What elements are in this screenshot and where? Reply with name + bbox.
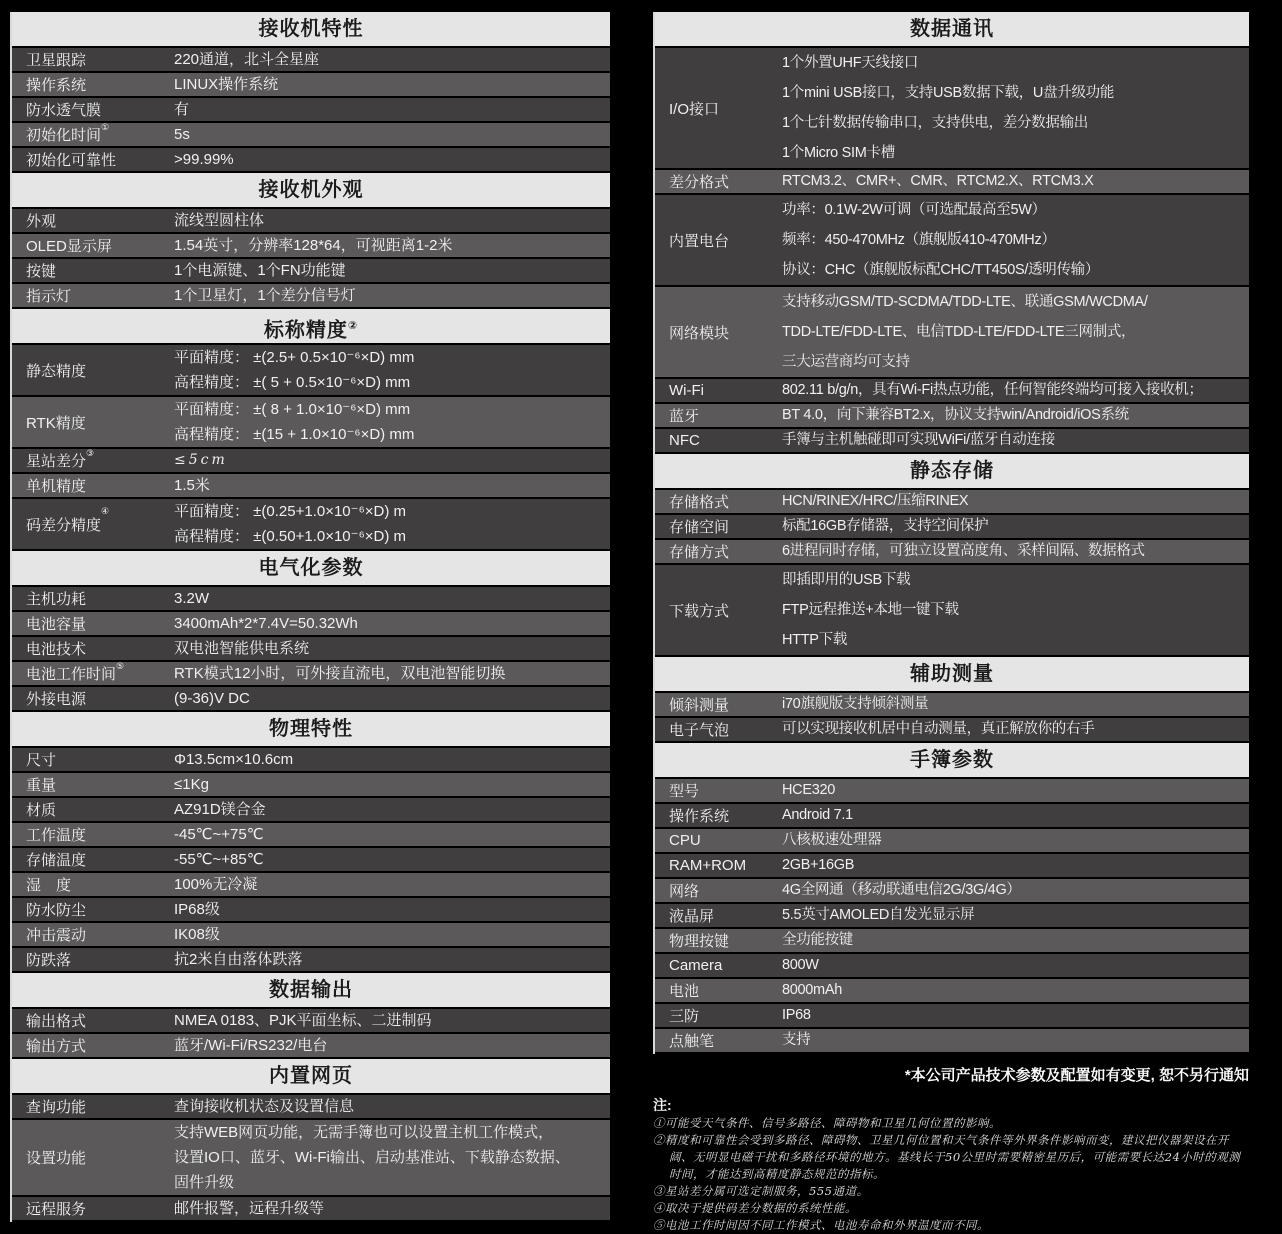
value-line: 固件升级 [174, 1174, 235, 1191]
spec-row [12, 848, 610, 873]
spec-row [655, 404, 1249, 429]
section-title: 物理特性 [269, 718, 353, 740]
value-line: BT 4.0，向下兼容BT2.x，协议支持win/Android/iOS系统 [782, 407, 1129, 423]
row-label: 冲击震动 [26, 927, 87, 944]
value-line: 查询接收机状态及设置信息 [174, 1098, 355, 1115]
row-label: 存储方式 [669, 544, 730, 561]
row-value [782, 779, 1249, 802]
row-value [174, 1120, 610, 1195]
spec-row [12, 798, 610, 823]
note-ref: ① [101, 122, 110, 132]
section-header [12, 551, 610, 587]
section-title: 内置网页 [269, 1065, 353, 1087]
row-value [174, 1009, 610, 1032]
spec-row [655, 195, 1249, 287]
row-value [782, 804, 1249, 827]
value-line: IP68级 [174, 901, 220, 918]
value-line: 平面精度： ±(2.5+ 0.5×10⁻⁶×D) mm [174, 349, 415, 366]
row-label: 电池容量 [26, 616, 87, 633]
row-value [174, 798, 610, 821]
spec-row [655, 929, 1249, 954]
section-title: 数据通讯 [910, 18, 994, 40]
value-line: 6进程同时存储，可独立设置高度角、采样间隔、数据格式 [782, 543, 1145, 559]
spec-row [12, 48, 610, 73]
row-value [174, 1197, 610, 1220]
row-value [174, 148, 610, 171]
value-line: 1个卫星灯，1个差分信号灯 [174, 287, 356, 304]
section-title: 静态存储 [910, 460, 994, 482]
spec-row [12, 1095, 610, 1120]
row-value [174, 499, 610, 549]
section-title: 手簿参数 [910, 749, 994, 771]
row-value [174, 637, 610, 660]
value-line: 蓝牙/Wi-Fi/RS232/电台 [174, 1037, 328, 1054]
row-value [782, 48, 1249, 168]
value-line: 标配16GB存储器，支持空间保护 [782, 518, 989, 534]
row-value [782, 490, 1249, 513]
row-value [174, 73, 610, 96]
section-title: 接收机特性 [258, 18, 364, 40]
spec-row [655, 854, 1249, 879]
spec-row [12, 1034, 610, 1059]
spec-row [12, 748, 610, 773]
spec-row [655, 879, 1249, 904]
spec-row [12, 148, 610, 173]
row-label: 查询功能 [26, 1099, 87, 1116]
row-value [174, 587, 610, 610]
row-label: 存储温度 [26, 852, 87, 869]
value-line: IP68 [782, 1007, 811, 1023]
value-line: Φ13.5cm×10.6cm [174, 751, 294, 768]
row-label: 防水防尘 [26, 902, 87, 919]
row-label: 倾斜测量 [669, 697, 730, 714]
value-line: ≤1Kg [174, 776, 209, 793]
value-line: 1.54英寸，分辨率128*64，可视距离1-2米 [174, 237, 453, 254]
section-title: 电气化参数 [258, 557, 364, 579]
note-ref: ② [347, 320, 359, 332]
note-line: ⑤电池工作时间因不同工作模式、电池寿命和外界温度而不同。 [653, 1218, 989, 1232]
value-line: 支持WEB网页功能，无需手簿也可以设置主机工作模式， [174, 1124, 554, 1141]
row-label: 单机精度 [26, 478, 87, 495]
value-line: HCN/RINEX/HRC/压缩RINEX [782, 493, 969, 509]
value-line: 8000mAh [782, 982, 842, 998]
value-line: 220通道，北斗全星座 [174, 51, 320, 68]
row-label: 输出格式 [26, 1013, 87, 1030]
section-title: 接收机外观 [258, 179, 364, 201]
row-label: 尺寸 [26, 752, 57, 769]
row-value [174, 873, 610, 896]
spec-row [12, 449, 610, 474]
row-label: RAM+ROM [669, 857, 747, 874]
spec-row [12, 898, 610, 923]
spec-row [12, 637, 610, 662]
spec-row [12, 773, 610, 798]
note-line: ①可能受天气条件、信号多路径、障碍物和卫星几何位置的影响。 [653, 1116, 1001, 1130]
value-line: 三大运营商均可支持 [782, 354, 910, 370]
value-line: 平面精度： ±( 8 + 1.0×10⁻⁶×D) mm [174, 401, 411, 418]
note-ref: ③ [86, 448, 95, 458]
row-label: 三防 [669, 1008, 700, 1025]
row-value [782, 904, 1249, 927]
value-line: 全功能按键 [782, 932, 853, 948]
row-label: 防水透气膜 [26, 102, 102, 119]
spec-row [12, 499, 610, 551]
spec-row [12, 73, 610, 98]
row-label: 材质 [26, 802, 57, 819]
value-line: 可以实现接收机居中自动测量，真正解放你的右手 [782, 721, 1095, 737]
value-line: 802.11 b/g/n，具有Wi-Fi热点功能，任何智能终端均可接入接收机； [782, 382, 1203, 398]
row-value [174, 823, 610, 846]
value-line: 4G全网通（移动联通电信2G/3G/4G） [782, 882, 1021, 898]
row-value [782, 287, 1249, 377]
spec-row [655, 829, 1249, 854]
value-line: i70旗舰版支持倾斜测量 [782, 696, 929, 712]
row-label: 网络模块 [669, 324, 730, 342]
note-line: ③星站差分属可选定制服务，555通道。 [653, 1184, 869, 1198]
row-value [174, 898, 610, 921]
spec-row [12, 873, 610, 898]
row-label: 按键 [26, 263, 57, 280]
value-line: 800W [782, 957, 819, 973]
value-line: LINUX操作系统 [174, 76, 279, 93]
row-value [782, 170, 1249, 193]
row-label: 液晶屏 [669, 908, 715, 925]
value-line: AZ91D镁合金 [174, 801, 266, 818]
spec-row [12, 1197, 610, 1222]
row-value [174, 98, 610, 121]
value-line: FTP远程推送+本地一键下载 [782, 602, 959, 618]
disclaimer-text: *本公司产品技术参数及配置如有变更, 恕不另行通知 [904, 1067, 1249, 1084]
row-label: NFC [669, 432, 700, 449]
row-label: 操作系统 [669, 808, 730, 825]
row-label: 星站差分③ [26, 448, 95, 470]
row-label: 初始化时间① [26, 122, 110, 144]
value-line: 2GB+16GB [782, 857, 855, 873]
row-label: 远程服务 [26, 1201, 87, 1218]
value-line: -45℃~+75℃ [174, 826, 264, 843]
row-label: I/O接口 [669, 100, 720, 118]
row-value [174, 449, 610, 472]
row-value [174, 1095, 610, 1118]
row-value [174, 1034, 610, 1057]
row-value [174, 397, 610, 447]
row-value [174, 234, 610, 257]
section-header [12, 973, 610, 1009]
row-value [174, 48, 610, 71]
footer-notes-area [653, 1064, 1249, 1234]
receiver-specs-table [10, 12, 610, 1222]
row-value [174, 687, 610, 710]
value-line: Android 7.1 [782, 807, 853, 823]
value-line: 流线型圆柱体 [174, 212, 265, 229]
value-line: 支持 [782, 1032, 811, 1048]
value-line: 高程精度： ±( 5 + 0.5×10⁻⁶×D) mm [174, 374, 411, 391]
spec-row [655, 429, 1249, 454]
spec-row [655, 979, 1249, 1004]
row-label: 操作系统 [26, 77, 87, 94]
section-header [655, 743, 1249, 779]
row-value [174, 773, 610, 796]
row-label: 静态精度 [26, 362, 87, 380]
section-header [12, 712, 610, 748]
section-title: 数据输出 [269, 979, 353, 1001]
value-line: 协议：CHC（旗舰版标配CHC/TT450S/透明传输） [782, 262, 1100, 278]
value-line: NMEA 0183、PJK平面坐标、二进制码 [174, 1012, 432, 1029]
value-line: 1个外置UHF天线接口 [782, 55, 919, 71]
value-line: 邮件报警，远程升级等 [174, 1200, 325, 1217]
value-line: 100%无冷凝 [174, 876, 258, 893]
value-line: 1.5米 [174, 477, 210, 494]
row-label: 输出方式 [26, 1038, 87, 1055]
row-value [174, 259, 610, 282]
row-value [174, 748, 610, 771]
value-line: 3400mAh*2*7.4V=50.32Wh [174, 615, 358, 632]
spec-row [655, 379, 1249, 404]
section-header [655, 657, 1249, 693]
section-header [655, 454, 1249, 490]
row-label: 物理按键 [669, 933, 730, 950]
row-label: 下载方式 [669, 602, 730, 620]
value-line: 手簿与主机触碰即可实现WiFi/蓝牙自动连接 [782, 432, 1055, 448]
value-line: HCE320 [782, 782, 836, 798]
spec-row [655, 718, 1249, 743]
spec-row [655, 540, 1249, 565]
row-label: 电子气泡 [669, 722, 730, 739]
row-label: Camera [669, 957, 723, 974]
row-value [174, 474, 610, 497]
value-line: IK08级 [174, 926, 220, 943]
row-value [782, 540, 1249, 563]
spec-row [655, 48, 1249, 170]
row-label: 设置功能 [26, 1150, 87, 1167]
spec-row [12, 209, 610, 234]
spec-row [655, 693, 1249, 718]
row-value [174, 284, 610, 307]
value-line: HTTP下载 [782, 632, 848, 648]
datacomm-specs-table [653, 12, 1249, 1054]
value-line: 抗2米自由落体跌落 [174, 951, 303, 968]
row-value [782, 1004, 1249, 1027]
spec-row [655, 779, 1249, 804]
spec-row [12, 662, 610, 687]
spec-row [655, 904, 1249, 929]
row-value [782, 565, 1249, 655]
spec-row [12, 587, 610, 612]
spec-row [12, 823, 610, 848]
row-label: 点触笔 [669, 1033, 715, 1050]
spec-row [655, 287, 1249, 379]
row-value [782, 1029, 1249, 1052]
spec-row [655, 804, 1249, 829]
value-line: >99.99% [174, 151, 234, 168]
row-label: 网络 [669, 883, 700, 900]
value-line: 1个电源键、1个FN功能键 [174, 262, 346, 279]
value-line: 1个七针数据传输串口，支持供电，差分数据输出 [782, 115, 1088, 131]
row-label: 蓝牙 [669, 408, 700, 425]
spec-row [12, 948, 610, 973]
row-label: 卫星跟踪 [26, 52, 87, 69]
spec-row [12, 1009, 610, 1034]
row-value [782, 929, 1249, 952]
spec-row [12, 345, 610, 397]
value-line: 频率：450-470MHz（旗舰版410-470MHz） [782, 232, 1056, 248]
spec-row [655, 170, 1249, 195]
row-value [782, 693, 1249, 716]
value-line: 即插即用的USB下载 [782, 572, 911, 588]
row-value [174, 612, 610, 635]
note-ref: ⑤ [116, 661, 125, 671]
row-label: 电池 [669, 983, 700, 1000]
row-label: Wi-Fi [669, 382, 704, 399]
value-line: 3.2W [174, 590, 210, 607]
value-line: 高程精度： ±(0.50+1.0×10⁻⁶×D) m [174, 528, 406, 545]
row-label: 存储格式 [669, 494, 730, 511]
row-value [782, 854, 1249, 877]
row-value [174, 923, 610, 946]
row-value [174, 848, 610, 871]
value-line: 八核极速处理器 [782, 832, 882, 848]
value-line: 5.5英寸AMOLED自发光显示屏 [782, 907, 975, 923]
value-line: 1个mini USB接口，支持USB数据下载，U盘升级功能 [782, 85, 1115, 101]
row-label: 内置电台 [669, 232, 730, 250]
row-value [174, 662, 610, 685]
row-label: 重量 [26, 777, 57, 794]
note-line: ②精度和可靠性会受到多路径、障碍物、卫星几何位置和天气条件等外界条件影响而变，建议把仪器架设在开阔、无明显电磁干扰和多路径环境的地方。基线长于50公里时需要精密星历后，可能需要长达24小时的观测时间，才能达到高精度静态规范的指标。 [653, 1133, 1241, 1181]
row-value [782, 379, 1249, 402]
row-label: 外接电源 [26, 691, 87, 708]
row-value [782, 954, 1249, 977]
value-line: 支持移动GSM/TD-SCDMA/TDD-LTE、联通GSM/WCDMA/ [782, 294, 1148, 310]
spec-row [12, 284, 610, 309]
value-line: 功率：0.1W-2W可调（可选配最高至5W） [782, 202, 1046, 218]
row-label: 指示灯 [26, 288, 72, 305]
spec-row [655, 515, 1249, 540]
spec-row [12, 234, 610, 259]
spec-row [12, 98, 610, 123]
row-value [782, 718, 1249, 741]
value-line: 1个Micro SIM卡槽 [782, 145, 895, 161]
value-line: ≤5cm [174, 452, 228, 468]
row-label: 电池技术 [26, 641, 87, 658]
spec-row [655, 490, 1249, 515]
row-value [782, 195, 1249, 285]
row-value [174, 345, 610, 395]
spec-row [655, 565, 1249, 657]
row-label: 电池工作时间⑤ [26, 661, 125, 683]
section-title: 辅助测量 [910, 663, 994, 685]
row-value [782, 829, 1249, 852]
row-label: 防跌落 [26, 952, 72, 969]
row-value [782, 979, 1249, 1002]
section-header [12, 173, 610, 209]
spec-row [12, 923, 610, 948]
row-value [782, 404, 1249, 427]
row-label: 湿 度 [26, 877, 72, 894]
section-header [655, 12, 1249, 48]
spec-row [655, 1029, 1249, 1054]
value-line: RTCM3.2、CMR+、CMR、RTCM2.X、RTCM3.X [782, 173, 1094, 189]
row-label: 码差分精度④ [26, 505, 110, 534]
note-line: ④取决于提供码差分数据的系统性能。 [653, 1201, 857, 1215]
section-header [12, 12, 610, 48]
value-line: 有 [174, 101, 190, 118]
value-line: 设置IO口、蓝牙、Wi-Fi输出、启动基准站、下载静态数据、 [174, 1149, 570, 1166]
row-label: CPU [669, 832, 701, 849]
value-line: -55℃~+85℃ [174, 851, 264, 868]
spec-row [12, 397, 610, 449]
row-value [782, 429, 1249, 452]
row-label: 外观 [26, 213, 57, 230]
value-line: 高程精度： ±(15 + 1.0×10⁻⁶×D) mm [174, 426, 415, 443]
row-label: 主机功耗 [26, 591, 87, 608]
row-label: RTK精度 [26, 414, 86, 432]
section-header [12, 1059, 610, 1095]
row-label: 型号 [669, 783, 700, 800]
spec-row [12, 687, 610, 712]
row-label: 工作温度 [26, 827, 87, 844]
row-label: OLED显示屏 [26, 238, 112, 255]
row-value [782, 515, 1249, 538]
value-line: 平面精度： ±(0.25+1.0×10⁻⁶×D) m [174, 503, 406, 520]
value-line: RTK模式12小时，可外接直流电，双电池智能切换 [174, 665, 506, 682]
spec-row [12, 474, 610, 499]
spec-row [12, 612, 610, 637]
row-label: 差分格式 [669, 174, 730, 191]
row-value [174, 209, 610, 232]
spec-row [12, 259, 610, 284]
spec-row [655, 1004, 1249, 1029]
row-value [174, 948, 610, 971]
row-label: 存储空间 [669, 519, 730, 536]
section-title: 标称精度 [263, 319, 348, 342]
value-line: 双电池智能供电系统 [174, 640, 310, 657]
row-label: 初始化可靠性 [26, 152, 117, 169]
value-line: TDD-LTE/FDD-LTE、电信TDD-LTE/FDD-LTE三网制式， [782, 324, 1136, 340]
row-value [174, 123, 610, 146]
value-line: 5s [174, 126, 190, 143]
note-ref: ④ [101, 505, 110, 516]
section-header [12, 309, 610, 345]
spec-row [12, 123, 610, 148]
value-line: (9-36)V DC [174, 690, 250, 707]
spec-row [655, 954, 1249, 979]
spec-row [12, 1120, 610, 1197]
notes-title: 注: [653, 1097, 672, 1113]
row-value [782, 879, 1249, 902]
